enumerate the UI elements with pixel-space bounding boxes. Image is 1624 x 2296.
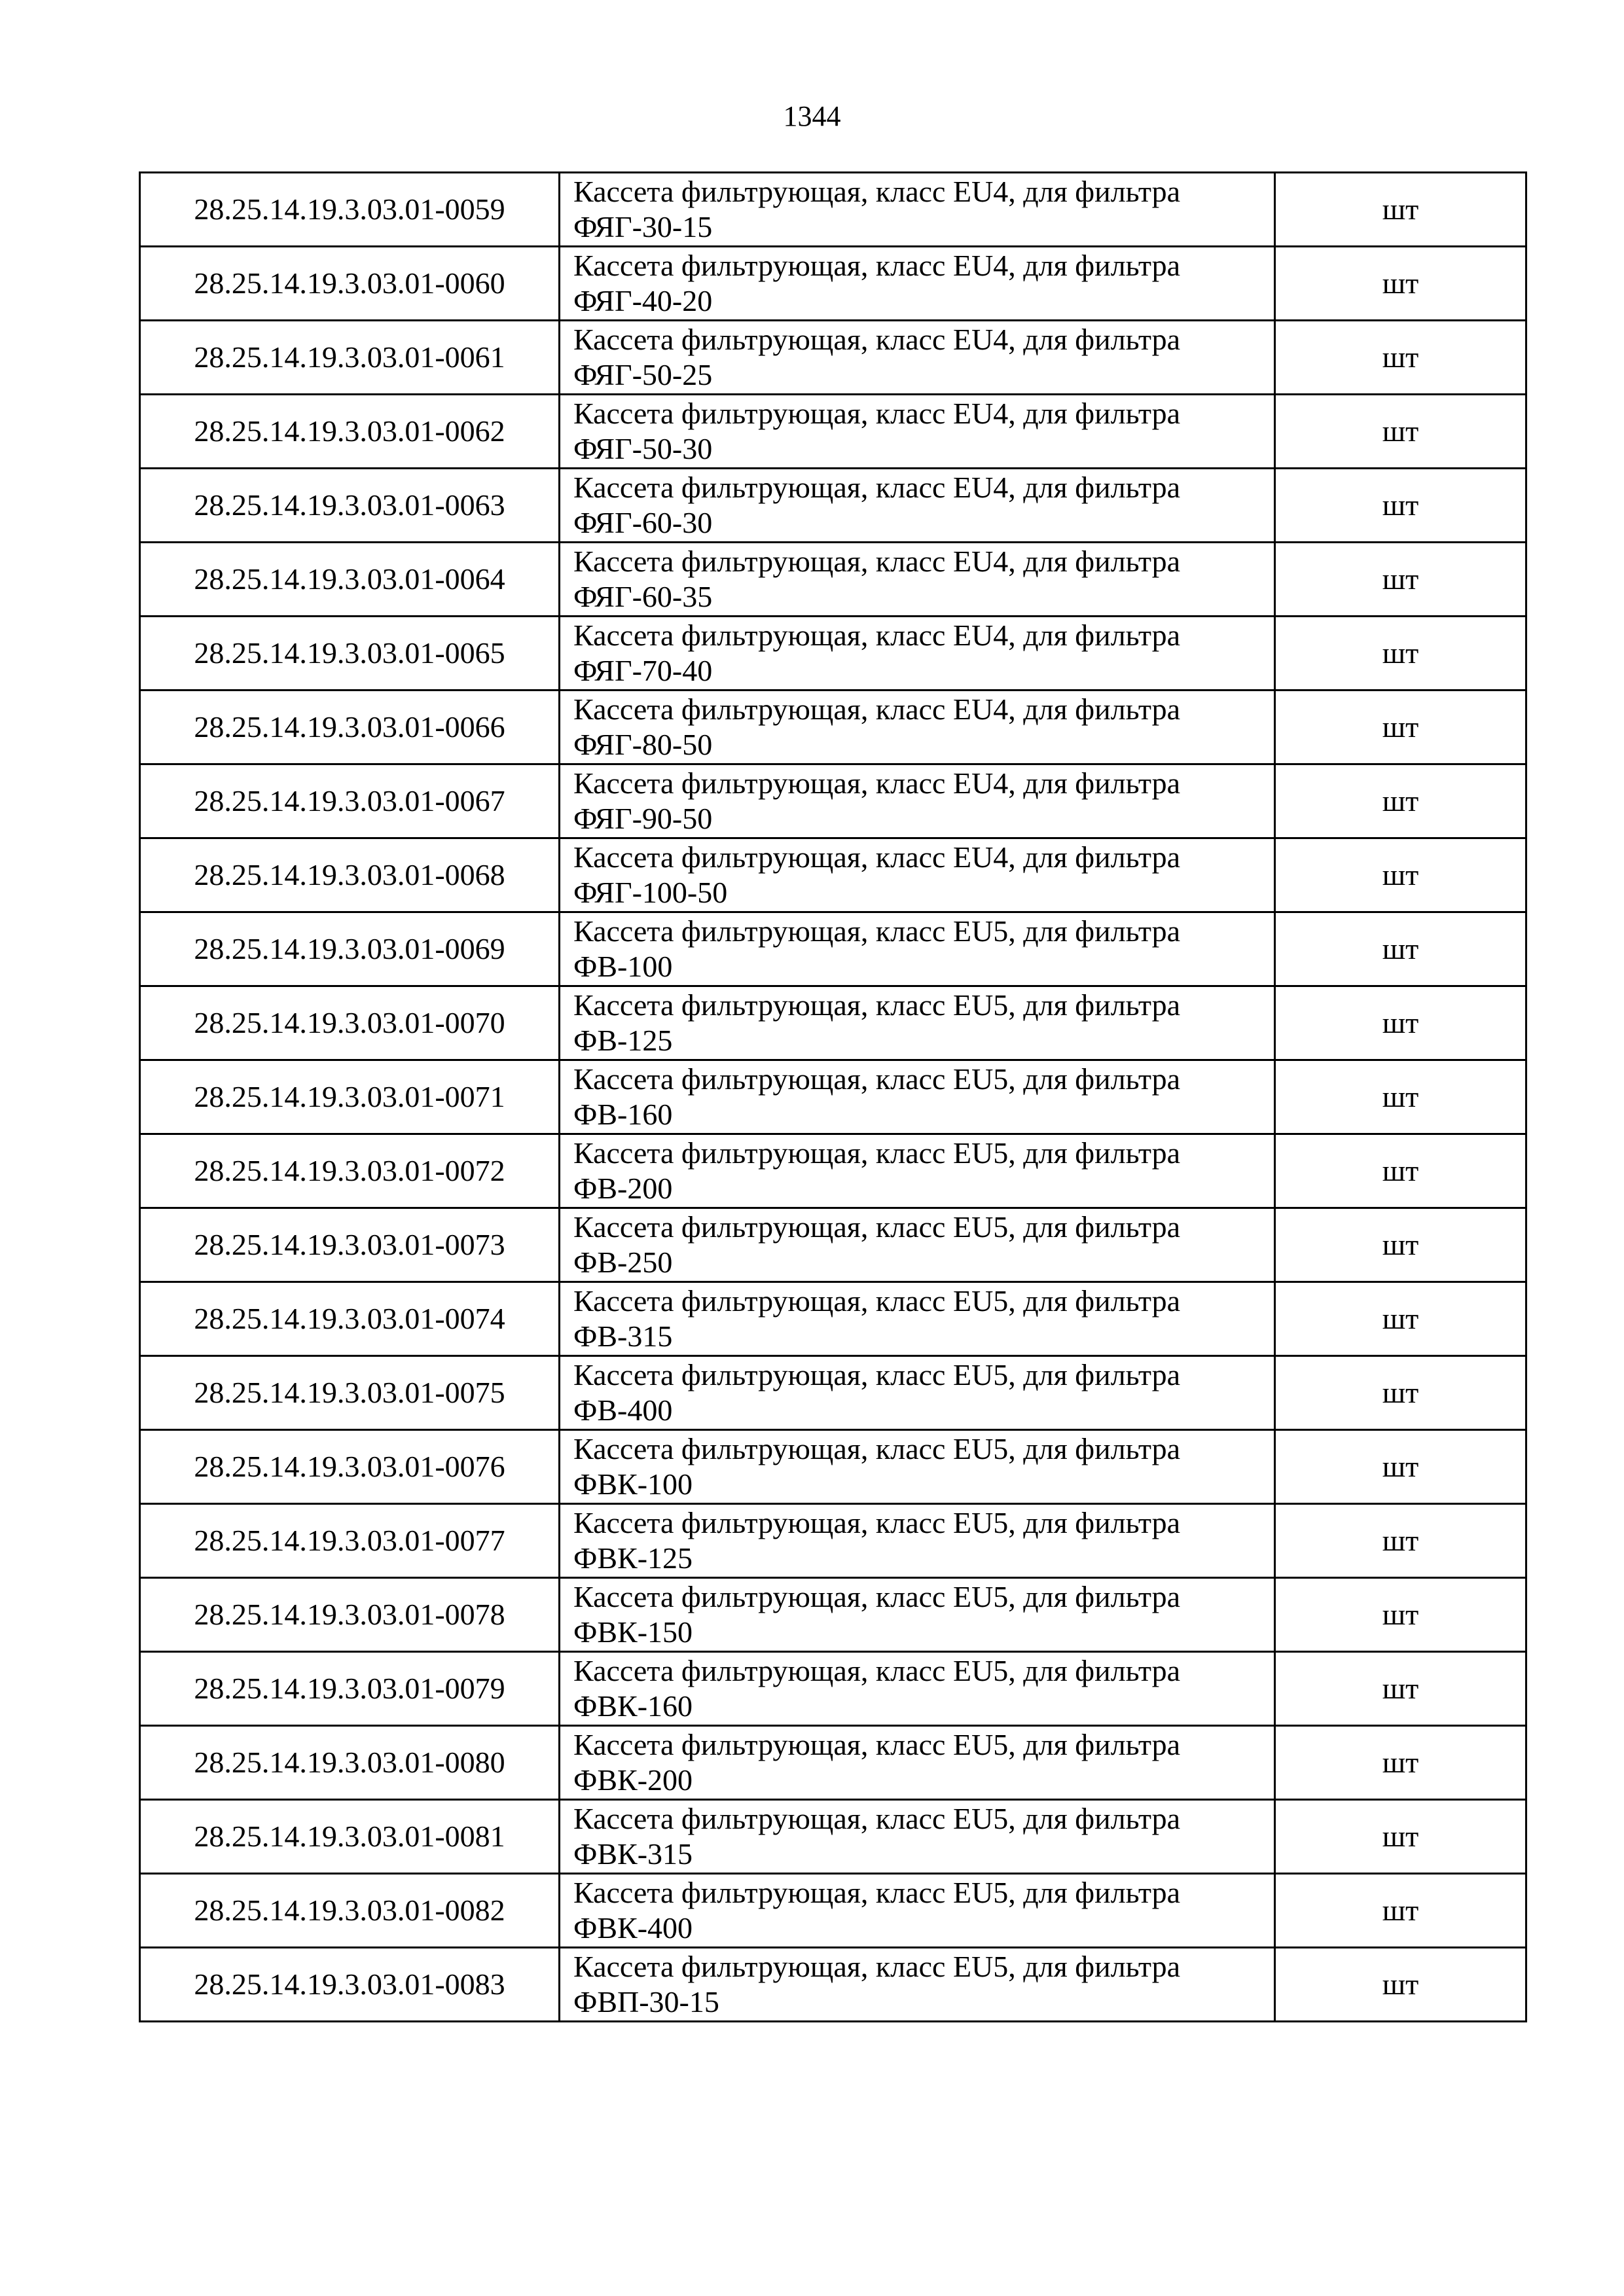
item-unit-cell: шт: [1275, 1504, 1526, 1578]
item-unit-cell: шт: [1275, 543, 1526, 617]
item-name-line-1: Кассета фильтрующая, класс EU5, для фильтра: [573, 1210, 1180, 1244]
item-name-cell: [560, 1430, 1275, 1504]
item-unit-cell: шт: [1275, 1800, 1526, 1874]
item-name-line-2: ФВК-160: [573, 1689, 693, 1723]
item-code-cell: 28.25.14.19.3.03.01-0078: [140, 1578, 560, 1652]
item-name-line-1: Кассета фильтрующая, класс EU5, для фильтра: [573, 1950, 1180, 1983]
item-name-line-2: ФЯГ-80-50: [573, 728, 713, 761]
item-unit-cell: шт: [1275, 986, 1526, 1060]
item-name-line-1: Кассета фильтрующая, класс EU5, для фильтра: [573, 1802, 1180, 1835]
item-name-line-2: ФВ-200: [573, 1172, 673, 1205]
item-name-cell: [560, 469, 1275, 543]
item-code-cell: 28.25.14.19.3.03.01-0065: [140, 617, 560, 691]
item-unit-cell: шт: [1275, 173, 1526, 247]
item-code-cell: 28.25.14.19.3.03.01-0083: [140, 1948, 560, 2022]
table-row: [140, 1134, 1526, 1208]
item-code-cell: 28.25.14.19.3.03.01-0059: [140, 173, 560, 247]
item-name-line-1: Кассета фильтрующая, класс EU5, для фильтра: [573, 1506, 1180, 1539]
table-row: [140, 1208, 1526, 1282]
item-name-line-1: Кассета фильтрующая, класс EU4, для фильтра: [573, 766, 1180, 800]
item-name-cell: [560, 1874, 1275, 1948]
item-name-line-2: ФВ-100: [573, 950, 673, 983]
table-row: [140, 1060, 1526, 1134]
item-name-line-2: ФВ-315: [573, 1319, 673, 1353]
item-name-line-2: ФВК-315: [573, 1837, 693, 1871]
item-name-line-2: ФВК-400: [573, 1911, 693, 1945]
item-name-line-1: Кассета фильтрующая, класс EU5, для фильтра: [573, 1728, 1180, 1761]
item-name-line-2: ФВ-160: [573, 1098, 673, 1131]
item-unit-cell: шт: [1275, 1060, 1526, 1134]
item-code-cell: 28.25.14.19.3.03.01-0073: [140, 1208, 560, 1282]
item-name-line-1: Кассета фильтрующая, класс EU4, для фильтра: [573, 471, 1180, 504]
item-name-line-1: Кассета фильтрующая, класс EU5, для фильтра: [573, 1654, 1180, 1687]
item-name-line-1: Кассета фильтрующая, класс EU5, для фильтра: [573, 1062, 1180, 1096]
item-name-cell: [560, 912, 1275, 986]
item-name-cell: [560, 1578, 1275, 1652]
item-code-cell: 28.25.14.19.3.03.01-0077: [140, 1504, 560, 1578]
item-name-line-1: Кассета фильтрующая, класс EU5, для фильтра: [573, 1136, 1180, 1170]
item-name-cell: [560, 543, 1275, 617]
item-name-line-2: ФЯГ-50-30: [573, 432, 713, 465]
item-unit-cell: шт: [1275, 1578, 1526, 1652]
item-unit-cell: шт: [1275, 838, 1526, 912]
item-unit-cell: шт: [1275, 764, 1526, 838]
item-name-line-1: Кассета фильтрующая, класс EU4, для фильтра: [573, 545, 1180, 578]
item-unit-cell: шт: [1275, 1208, 1526, 1282]
item-name-line-1: Кассета фильтрующая, класс EU5, для фильтра: [573, 988, 1180, 1022]
item-name-line-2: ФВ-125: [573, 1024, 673, 1057]
item-name-cell: [560, 1652, 1275, 1726]
item-code-cell: 28.25.14.19.3.03.01-0070: [140, 986, 560, 1060]
item-name-line-2: ФЯГ-100-50: [573, 876, 728, 909]
item-unit-cell: шт: [1275, 1948, 1526, 2022]
item-name-line-1: Кассета фильтрующая, класс EU4, для фильтра: [573, 619, 1180, 652]
item-name-cell: [560, 321, 1275, 395]
item-code-cell: 28.25.14.19.3.03.01-0067: [140, 764, 560, 838]
item-name-cell: [560, 1060, 1275, 1134]
table-row: [140, 173, 1526, 247]
table-row: [140, 617, 1526, 691]
item-name-line-2: ФВ-400: [573, 1393, 673, 1427]
table-row: [140, 912, 1526, 986]
item-name-line-1: Кассета фильтрующая, класс EU4, для фильтра: [573, 840, 1180, 874]
table-row: [140, 543, 1526, 617]
item-name-cell: [560, 1282, 1275, 1356]
item-name-line-1: Кассета фильтрующая, класс EU5, для фильтра: [573, 1876, 1180, 1909]
item-name-cell: [560, 173, 1275, 247]
item-code-cell: 28.25.14.19.3.03.01-0068: [140, 838, 560, 912]
item-code-cell: 28.25.14.19.3.03.01-0062: [140, 395, 560, 469]
item-unit-cell: шт: [1275, 1652, 1526, 1726]
item-name-line-1: Кассета фильтрующая, класс EU5, для фильтра: [573, 1580, 1180, 1613]
table-row: [140, 1874, 1526, 1948]
items-table-body: [140, 173, 1526, 2022]
item-name-line-2: ФЯГ-40-20: [573, 284, 713, 317]
item-name-cell: [560, 1356, 1275, 1430]
item-name-line-1: Кассета фильтрующая, класс EU4, для фильтра: [573, 249, 1180, 282]
item-name-line-2: ФЯГ-50-25: [573, 358, 713, 391]
item-name-cell: [560, 1726, 1275, 1800]
item-name-line-2: ФЯГ-30-15: [573, 210, 713, 243]
table-row: [140, 1430, 1526, 1504]
table-row: [140, 1948, 1526, 2022]
page-number: 1344: [783, 100, 841, 132]
item-name-cell: [560, 1948, 1275, 2022]
item-name-cell: [560, 1134, 1275, 1208]
item-code-cell: 28.25.14.19.3.03.01-0076: [140, 1430, 560, 1504]
table-row: [140, 321, 1526, 395]
item-name-line-2: ФЯГ-90-50: [573, 802, 713, 835]
item-code-cell: 28.25.14.19.3.03.01-0079: [140, 1652, 560, 1726]
item-name-cell: [560, 691, 1275, 764]
item-unit-cell: шт: [1275, 617, 1526, 691]
item-unit-cell: шт: [1275, 1430, 1526, 1504]
item-name-line-2: ФВК-100: [573, 1467, 693, 1501]
item-name-line-1: Кассета фильтрующая, класс EU5, для фильтра: [573, 1358, 1180, 1391]
item-code-cell: 28.25.14.19.3.03.01-0082: [140, 1874, 560, 1948]
item-name-cell: [560, 1504, 1275, 1578]
item-unit-cell: шт: [1275, 912, 1526, 986]
item-unit-cell: шт: [1275, 247, 1526, 321]
table-row: [140, 764, 1526, 838]
table-row: [140, 1800, 1526, 1874]
item-name-line-2: ФВ-250: [573, 1246, 673, 1279]
item-unit-cell: шт: [1275, 321, 1526, 395]
item-name-line-2: ФВК-150: [573, 1615, 693, 1649]
item-name-line-1: Кассета фильтрующая, класс EU4, для фильтра: [573, 175, 1180, 208]
item-name-line-1: Кассета фильтрующая, класс EU4, для фильтра: [573, 692, 1180, 726]
item-code-cell: 28.25.14.19.3.03.01-0061: [140, 321, 560, 395]
item-unit-cell: шт: [1275, 1134, 1526, 1208]
item-name-cell: [560, 1208, 1275, 1282]
item-name-line-2: ФЯГ-60-35: [573, 580, 713, 613]
item-name-cell: [560, 1800, 1275, 1874]
item-code-cell: 28.25.14.19.3.03.01-0069: [140, 912, 560, 986]
item-name-line-2: ФВК-125: [573, 1541, 693, 1575]
item-name-line-1: Кассета фильтрующая, класс EU4, для фильтра: [573, 323, 1180, 356]
table-row: [140, 247, 1526, 321]
table-row: [140, 1504, 1526, 1578]
item-name-line-2: ФЯГ-70-40: [573, 654, 713, 687]
item-unit-cell: шт: [1275, 1726, 1526, 1800]
item-unit-cell: шт: [1275, 1282, 1526, 1356]
item-unit-cell: шт: [1275, 1356, 1526, 1430]
table-row: [140, 395, 1526, 469]
table-row: [140, 1652, 1526, 1726]
item-code-cell: 28.25.14.19.3.03.01-0071: [140, 1060, 560, 1134]
table-row: [140, 469, 1526, 543]
table-row: [140, 838, 1526, 912]
item-code-cell: 28.25.14.19.3.03.01-0060: [140, 247, 560, 321]
item-name-cell: [560, 395, 1275, 469]
table-row: [140, 1726, 1526, 1800]
items-table: [139, 171, 1527, 2022]
item-name-line-1: Кассета фильтрующая, класс EU5, для фильтра: [573, 1284, 1180, 1318]
item-code-cell: 28.25.14.19.3.03.01-0063: [140, 469, 560, 543]
item-code-cell: 28.25.14.19.3.03.01-0075: [140, 1356, 560, 1430]
item-name-cell: [560, 764, 1275, 838]
item-code-cell: 28.25.14.19.3.03.01-0064: [140, 543, 560, 617]
table-row: [140, 1282, 1526, 1356]
item-unit-cell: шт: [1275, 395, 1526, 469]
table-row: [140, 986, 1526, 1060]
table-row: [140, 1356, 1526, 1430]
item-name-line-2: ФЯГ-60-30: [573, 506, 713, 539]
table-row: [140, 691, 1526, 764]
item-name-cell: [560, 247, 1275, 321]
table-row: [140, 1578, 1526, 1652]
item-unit-cell: шт: [1275, 469, 1526, 543]
item-code-cell: 28.25.14.19.3.03.01-0080: [140, 1726, 560, 1800]
item-name-cell: [560, 617, 1275, 691]
item-code-cell: 28.25.14.19.3.03.01-0072: [140, 1134, 560, 1208]
item-code-cell: 28.25.14.19.3.03.01-0074: [140, 1282, 560, 1356]
item-name-cell: [560, 838, 1275, 912]
item-code-cell: 28.25.14.19.3.03.01-0066: [140, 691, 560, 764]
item-unit-cell: шт: [1275, 1874, 1526, 1948]
item-unit-cell: шт: [1275, 691, 1526, 764]
item-name-line-2: ФВК-200: [573, 1763, 693, 1797]
item-name-line-2: ФВП-30-15: [573, 1985, 719, 2018]
item-name-line-1: Кассета фильтрующая, класс EU4, для фильтра: [573, 397, 1180, 430]
item-name-cell: [560, 986, 1275, 1060]
item-code-cell: 28.25.14.19.3.03.01-0081: [140, 1800, 560, 1874]
item-name-line-1: Кассета фильтрующая, класс EU5, для фильтра: [573, 914, 1180, 948]
item-name-line-1: Кассета фильтрующая, класс EU5, для фильтра: [573, 1432, 1180, 1465]
